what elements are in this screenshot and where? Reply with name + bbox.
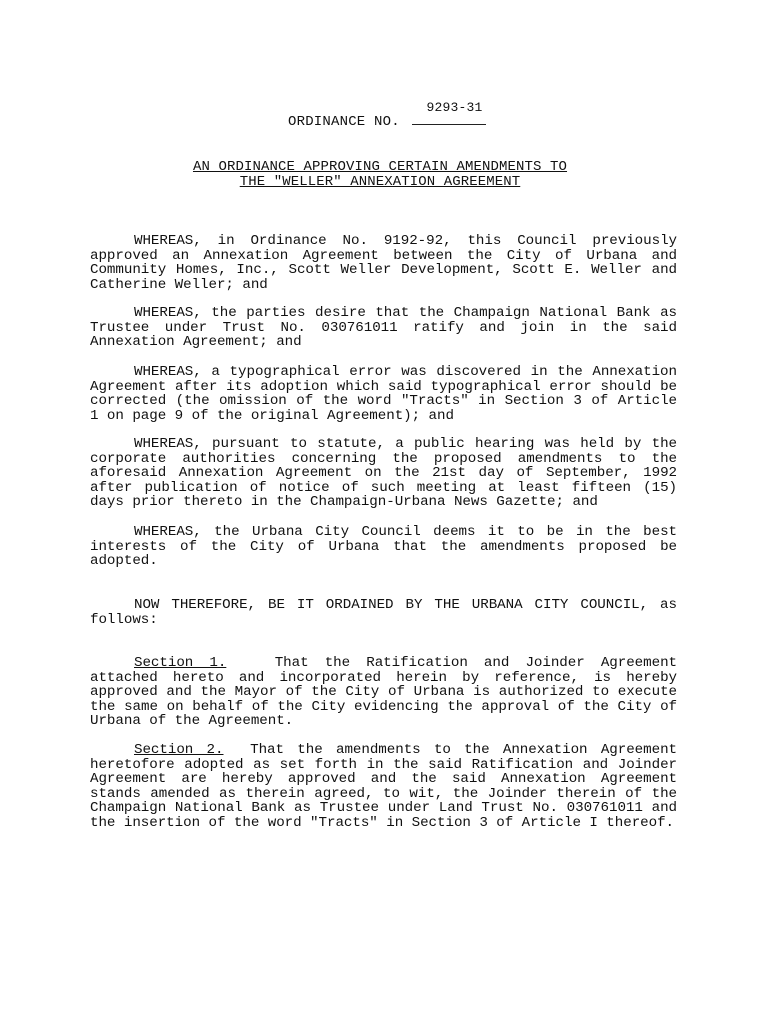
title-line-2-text: THE "WELLER" ANNEXATION AGREEMENT xyxy=(239,174,521,190)
now-therefore-paragraph xyxy=(90,598,677,627)
whereas-text: the Urbana City Council deems it to be in the best interests of the City of Urbana that the amendments proposed be adopted. xyxy=(90,524,677,570)
whereas-paragraph-3 xyxy=(90,365,677,423)
whereas-paragraph-2 xyxy=(90,306,677,350)
title-line-1 xyxy=(100,160,660,175)
whereas-paragraph-4 xyxy=(90,437,677,510)
title-line-2 xyxy=(100,175,660,190)
whereas-lead: WHEREAS, xyxy=(134,436,202,452)
section-2-paragraph xyxy=(90,743,677,831)
whereas-text: pursuant to statute, a public hearing was held by the corporate authorities concerning the proposed amendments to the aforesaid Annexation Agreement on the 21st day of September, 1992 after publication of notice of such meeting at least fifteen (15) days prior thereto in the Champaign-Urbana News Gazette; and xyxy=(90,436,677,511)
whereas-lead: WHEREAS, xyxy=(134,364,202,380)
section-2-label: Section 2. xyxy=(134,742,224,758)
whereas-lead: WHEREAS, xyxy=(134,524,202,540)
whereas-text: a typographical error was discovered in the Annexation Agreement after its adoption which said typographical error should be corrected (the omission of the word "Tracts" in Section 3 of Article 1 on page 9 of the original Agreement); and xyxy=(90,364,677,424)
ordinance-label: ORDINANCE NO. xyxy=(288,114,400,130)
ordinance-number-line xyxy=(288,100,486,130)
whereas-lead: WHEREAS, xyxy=(134,233,202,249)
whereas-lead: WHEREAS, xyxy=(134,305,202,321)
whereas-text: the parties desire that the Champaign National Bank as Trustee under Trust No. 030761011 ratify and join in the said Annexation Agreement; and xyxy=(90,305,677,351)
whereas-paragraph-1 xyxy=(90,234,677,292)
section-2-text: That the amendments to the Annexation Agreement heretofore adopted as set forth in the said Ratification and Joinder Agreement are hereby approved and the said Annexation Agreement stands amended as therein agreed, to wit, the Joinder therein of the Champaign National Bank as Trustee under Land Trust No. 030761011 and the insertion of the word "Tracts" in Section 3 of Article I thereof. xyxy=(90,742,678,831)
ordinance-number-blank xyxy=(412,100,486,125)
whereas-text: in Ordinance No. 9192-92, this Council previously approved an Annexation Agreement between the City of Urbana and Community Homes, Inc., Scott Weller Development, Scott E. Weller and Catherine Weller; and xyxy=(90,233,677,293)
section-1-label: Section 1. xyxy=(134,655,227,671)
ordinance-number: 9293-31 xyxy=(426,100,483,115)
section-1-text: That the Ratification and Joinder Agreement attached hereto and incorporated herein by reference, is hereby approved and the Mayor of the City of Urbana is authorized to execute the same on behalf of the City evidencing the approval of the City of Urbana of the Agreement. xyxy=(90,655,677,730)
title-line-1-text: AN ORDINANCE APPROVING CERTAIN AMENDMENTS TO xyxy=(192,159,568,175)
section-1-paragraph xyxy=(90,656,677,729)
now-therefore-text: NOW THEREFORE, BE IT ORDAINED BY THE URBANA CITY COUNCIL, as follows: xyxy=(90,597,677,628)
whereas-paragraph-5 xyxy=(90,525,677,569)
